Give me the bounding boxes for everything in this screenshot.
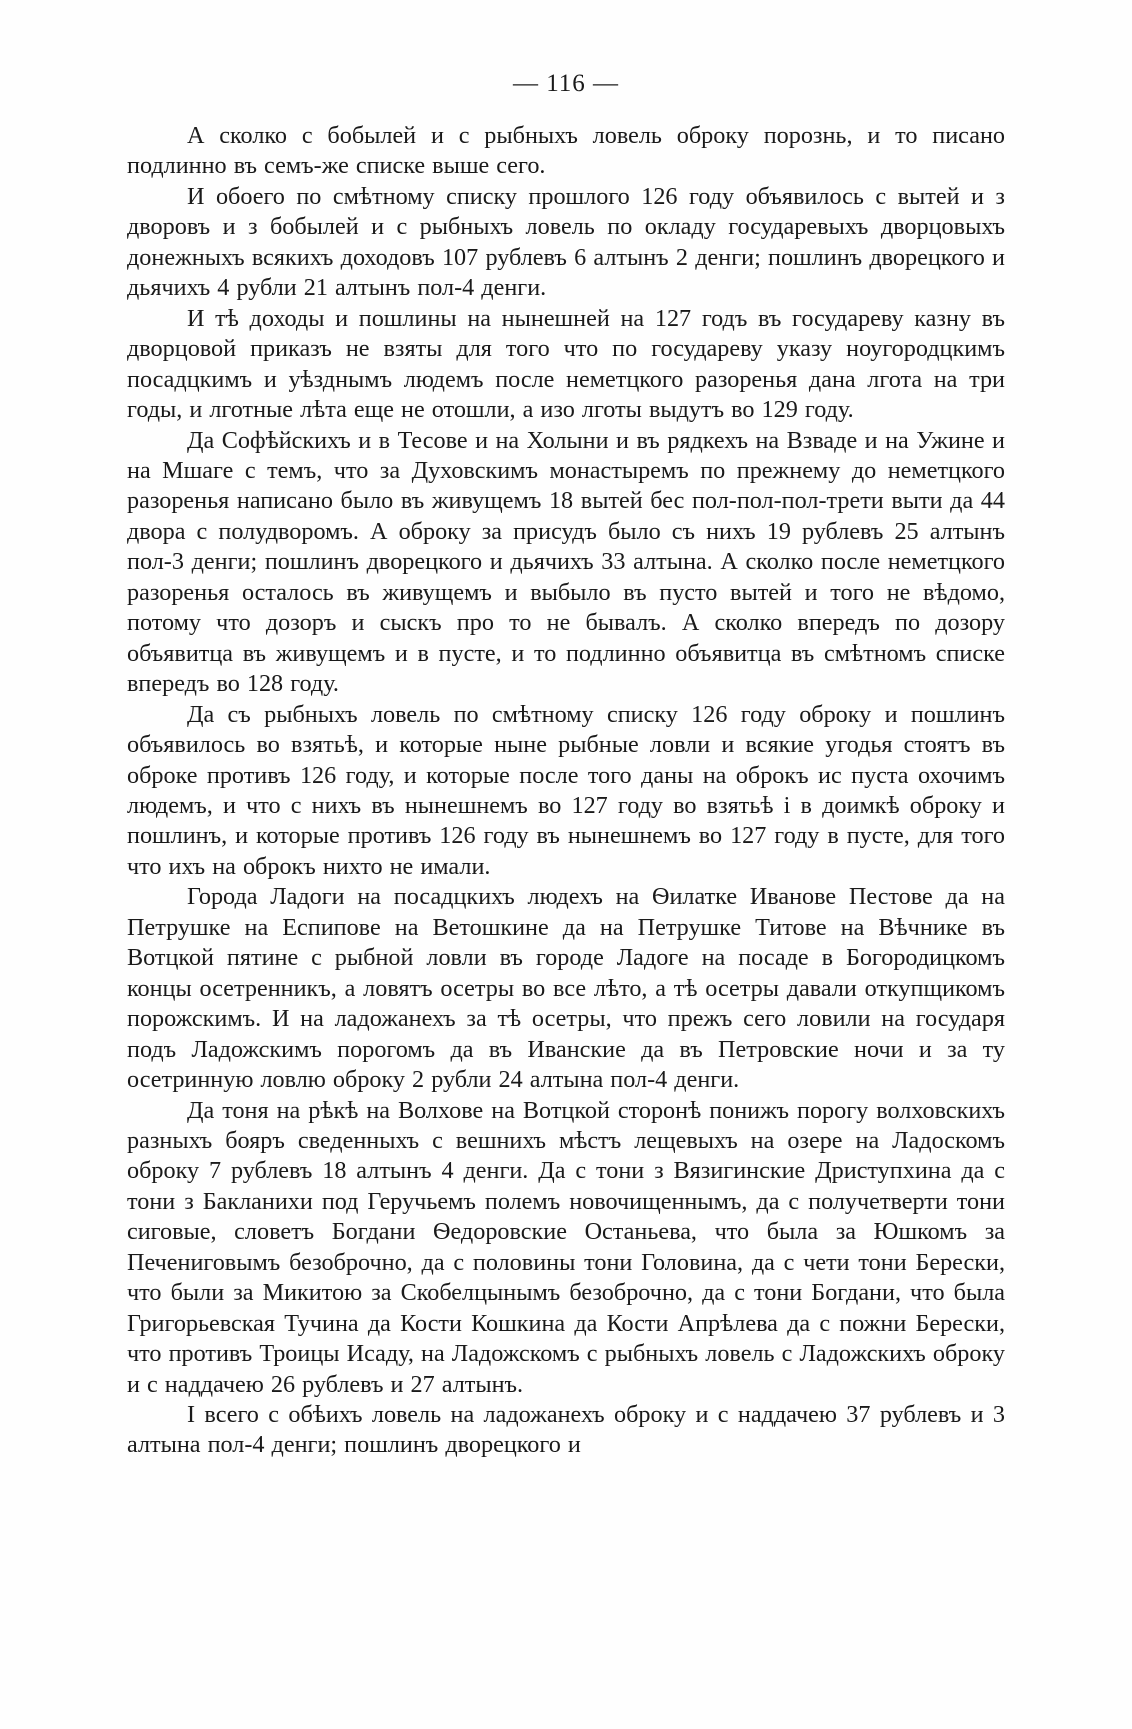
paragraph: А сколко с бобылей и с рыбныхъ ловель оброку порознь, и то писано подлинно въ семъ-же списке выше сего. [127, 122, 1005, 180]
paragraph: Да тоня на рѣкѣ на Волхове на Вотцкой сторонѣ понижъ порогу волховскихъ разныхъ бояръ сведенныхъ с вешнихъ мѣстъ лещевыхъ на озере на Ладоскомъ оброку 7 рублевъ 18 алтынъ 4 денги. Да с тони з Вязигинские Дриступхина да с тони з Бакланихи под Геручьемъ полемъ новочищеннымъ, да с получетверти тони сиговые, словетъ Богдани Ѳедоровские Останьева, что была за Юшкомъ за Печениговымъ безоброчно, да с половины тони Головина, да с чети тони Берески, что были за Микитою за Скобелцынымъ безоброчно, да с тони Богдани, что была Григорьевская Тучина да Кости Кошкина да Кости Апрѣлева да с пожни Берески, что противъ Троицы Исаду, на Ладожскомъ с рыбныхъ ловель с Ладожскихъ оброку и с наддачею 26 рублевъ и 27 алтынъ. [127, 1096, 1005, 1398]
body-text [127, 121, 1005, 1461]
paragraph: И тѣ доходы и пошлины на нынешней на 127 годъ въ государеву казну въ дворцовой приказъ не взяты для того что по государеву указу ноугородцкимъ посадцкимъ и уѣзднымъ людемъ после неметцкого разоренья дана лгота на три годы, и лготные лѣта еще не отошли, а изо лготы выдутъ во 129 году. [127, 304, 1005, 424]
paragraph: Да Софѣйскихъ и в Тесове и на Холыни и въ рядкехъ на Взваде и на Ужине и на Мшаге с темъ, что за Духовскимъ монастыремъ по прежнему до неметцкого разоренья написано было въ живущемъ 18 вытей бес пол-пол-пол-трети выти да 44 двора с полудворомъ. А оброку за присудъ было съ нихъ 19 рублевъ 25 алтынъ пол-3 денги; пошлинъ дворецкого и дьячихъ 33 алтына. А сколко после неметцкого разоренья осталось въ живущемъ и выбыло въ пусто вытей и того не вѣдомо, потому что дозоръ и сыскъ про то не бывалъ. А сколко впередъ по дозору объявитца въ живущемъ и в пусте, и то подлинно объявитца въ смѣтномъ списке впередъ во 128 году. [127, 426, 1005, 698]
page-number: — 116 — [512, 70, 620, 97]
paragraph: І всего с обѣихъ ловель на ладожанехъ оброку и с наддачею 37 рублевъ и 3 алтына пол-4 денги; пошлинъ дворецкого и [127, 1401, 1005, 1459]
paragraph: И обоего по смѣтному списку прошлого 126 году объявилось с вытей и з дворовъ и з бобылей и с рыбныхъ ловель по окладу государевыхъ дворцовыхъ донежныхъ всякихъ доходовъ 107 рублевъ 6 алтынъ 2 денги; пошлинъ дворецкого и дьячихъ 4 рубли 21 алтынъ пол-4 денги. [127, 182, 1005, 302]
paragraph: Города Ладоги на посадцкихъ людехъ на Ѳилатке Иванове Пестове да на Петрушке на Еспипове на Ветошкине да на Петрушке Титове на Вѣчнике въ Вотцкой пятине с рыбной ловли въ городе Ладоге на посаде в Богородицкомъ концы осетренникъ, а ловятъ осетры во все лѣто, а тѣ осетры давали откупщикомъ порожскимъ. И на ладожанехъ за тѣ осетры, что прежъ сего ловили на государя подъ Ладожскимъ порогомъ да въ Иванские да въ Петровские ночи и за ту осетринную ловлю оброку 2 рубли 24 алтына пол-4 денги. [127, 883, 1005, 1094]
paragraph: Да съ рыбныхъ ловель по смѣтному списку 126 году оброку и пошлинъ объявилось во взятьѣ, и которые ныне рыбные ловли и всякие угодья стоятъ въ оброке противъ 126 году, и которые после того даны на оброкъ ис пуста охочимъ людемъ, и что с нихъ въ нынешнемъ во 127 году во взятьѣ і в доимкѣ оброку и пошлинъ, и которые противъ 126 году въ нынешнемъ во 127 году в пусте, для того что ихъ на оброкъ нихто не имали. [127, 700, 1005, 880]
